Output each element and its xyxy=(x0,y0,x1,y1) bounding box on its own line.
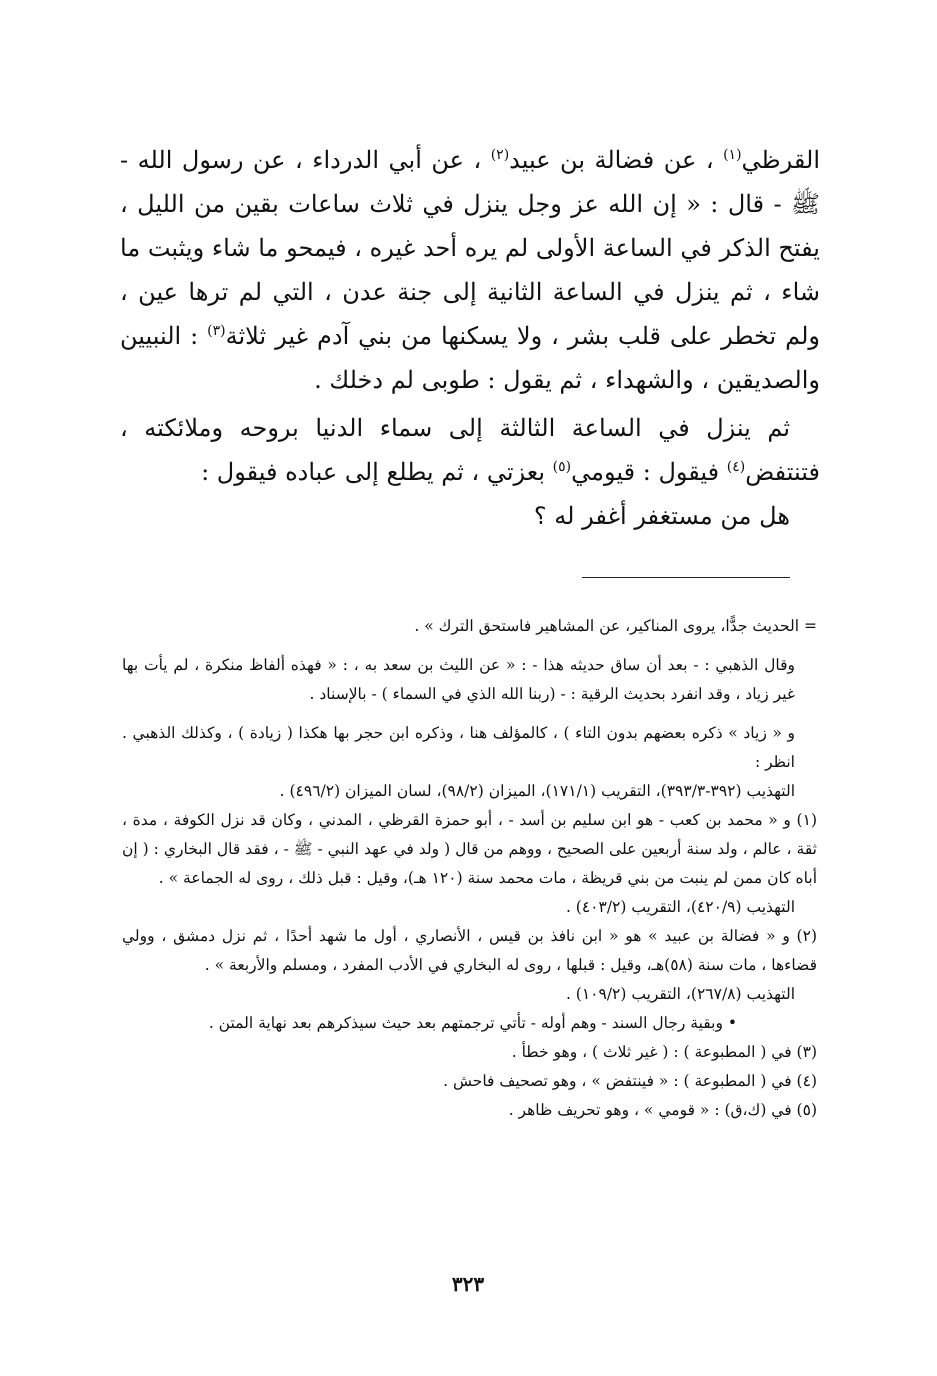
footnote-ziyad: و « زياد » ذكره بعضهم بدون التاء ) ، كالمؤلف هنا ، وذكره ابن حجر بها هكذا ( زيادة ) ، وكذلك الذهبي . انظر : xyxy=(122,724,795,771)
footnote-ref-4: (٤) xyxy=(726,459,746,475)
footnote-references: التهذيب (٣٩٢-٣٩٣/٣)، التقريب (١٧١/١)، الميزان (٩٨/٢)، لسان الميزان (٤٩٦/٢) . xyxy=(279,782,795,800)
footnote-3: (٣) في ( المطبوعة ) : ( غير ثلاث ) ، وهو خطأ . xyxy=(511,1043,817,1061)
text-run: القرظي xyxy=(741,146,821,174)
main-paragraph-2 xyxy=(120,406,820,494)
footnote-5: (٥) في (ك،ق) : « قومي » ، وهو تحريف ظاهر . xyxy=(508,1101,817,1119)
footnote-1-references: التهذيب (٤٢٠/٩)، التقريب (٤٠٣/٢) . xyxy=(565,898,795,916)
footnote-ref-3: (٣) xyxy=(207,323,226,339)
footnote-continuation: = الحديث جدًّا، يروى المناكير، عن المشاهير فاستحق الترك » . xyxy=(414,617,817,635)
main-paragraph-1 xyxy=(120,138,820,402)
footnote-2-references: التهذيب (٢٦٧/٨)، التقريب (١٠٩/٢) . xyxy=(565,985,795,1003)
main-text xyxy=(120,138,820,538)
footnote-ref-1: (١) xyxy=(723,147,742,163)
footnotes xyxy=(122,612,817,1125)
footnote-4: (٤) في ( المطبوعة ) : « فينتفض » ، وهو تصحيف فاحش . xyxy=(443,1072,817,1090)
text-run: بعزتي ، ثم يطلع إلى عباده فيقول : xyxy=(201,458,553,486)
footnote-note: • وبقية رجال السند - وهم أوله - تأتي ترجمتهم بعد حيث سيذكرهم بعد نهاية المتن . xyxy=(208,1014,737,1032)
text-run: : النبيين والصديقين ، والشهداء ، ثم يقول : طوبى لم دخلك . xyxy=(120,322,820,394)
footnote-2: (٢) و « فضالة بن عبيد » هو « ابن نافذ بن قيس ، الأنصاري ، أول ما شهد أحدًا ، ثم نزل دمشق ، وولي قضاءها ، مات سنة (٥٨)هـ، وقيل : قبلها ، روى له البخاري في الأدب المفرد ، ومسلم والأربعة » . xyxy=(122,927,817,974)
page-number: ٣٢٣ xyxy=(451,1272,485,1296)
footnote-separator xyxy=(582,577,790,578)
main-paragraph-3: هل من مستغفر أغفر له ؟ xyxy=(533,502,790,530)
footnote-1: (١) و « محمد بن كعب - هو ابن سليم بن أسد - ، أبو حمزة القرظي ، المدني ، وكان قد نزل الكوفة ، مدة ، ثقة ، عالم ، ولد سنة أربعين على الصحيح ، ووهم من قال ( ولد في عهد النبي - ﷺ - ، فقد قال البخاري : ( إن أباه كان ممن لم ينبت من بني قريظة ، مات محمد سنة (١٢٠ هـ)، وقيل : قبل ذلك ، روى له الجماعة » . xyxy=(122,811,817,887)
text-run: فيقول : قيومي xyxy=(571,458,727,486)
footnote-ref-5: (٥) xyxy=(552,459,572,475)
text-run: ، عن فضالة بن عبيد xyxy=(509,146,724,174)
text-run: ثم ينزل في الساعة الثالثة إلى سماء الدنيا بروحه وملائكته ، فتنتفض xyxy=(120,414,820,486)
footnote-ref-2: (٢) xyxy=(490,147,510,163)
footnote-dhahabi: وقال الذهبي : - بعد أن ساق حديثه هذا - : « عن الليث بن سعد به ، : « فهذه ألفاظ منكرة ، لم يأت بها غير زياد ، وقد انفرد بحديث الرقية : - (ربنا الله الذي في السماء ) - بالإسناد . xyxy=(122,656,795,703)
text-run: ، عن أبي الدرداء ، عن رسول الله - ﷺ - قال : « إن الله عز وجل ينزل في ثلاث ساعات بقين من الليل ، يفتح الذكر في الساعة الأولى لم يره أحد غيره ، فيمحو ما شاء ويثبت ما شاء ، ثم ينزل في الساعة الثانية إلى جنة عدن ، التي لم ترها عين ، ولم تخطر على قلب بشر ، ولا يسكنها من بني آدم غير ثلاثة xyxy=(120,146,820,350)
